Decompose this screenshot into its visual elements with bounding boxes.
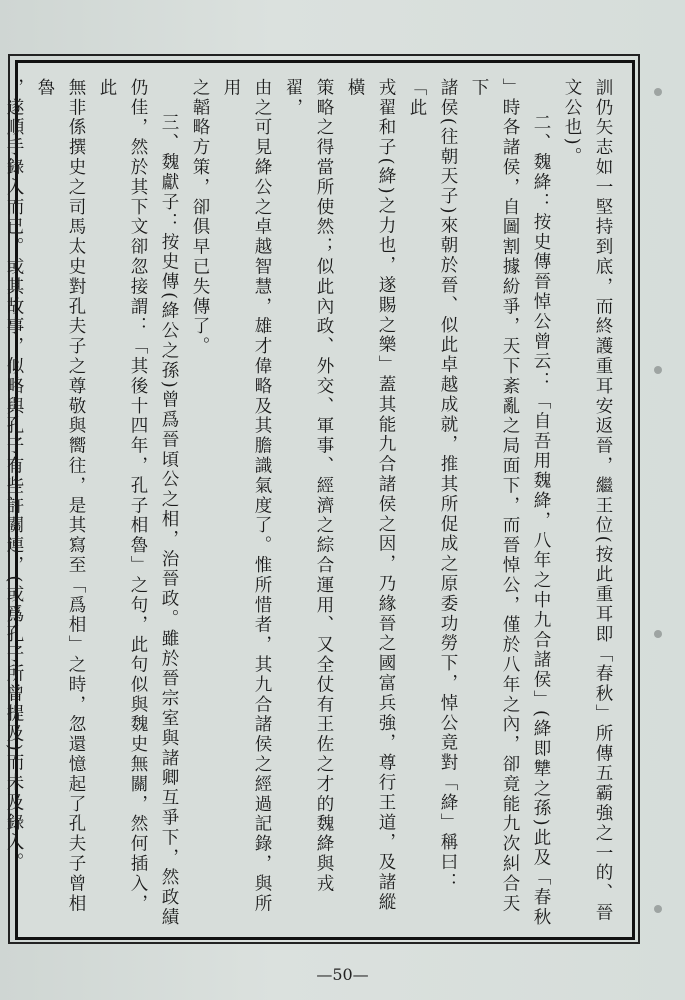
text-line: 文公也)。 — [562, 78, 582, 167]
text-line: ，遂順手錄入而已。或其故事，似略與孔子有些許關連，(或爲孔子所曾提及)而未及錄入。 — [4, 78, 24, 873]
text-line: 仍佳，然於其下文卻忽接謂：「其後十四年，孔子相魯」之句，此句似與魏史無關，然何插入，此 — [97, 78, 148, 914]
text-line: 之韜略方策，卻俱早已失傳了。 — [190, 78, 210, 357]
binding-hole-dot — [654, 630, 662, 638]
page-number: —50— — [316, 965, 369, 984]
text-line: 三、魏獻子：按史傳(絳公之孫)曾爲晉頃公之相，治晉政。雖於晉宗室與諸卿互爭下，然政績 — [159, 113, 179, 928]
binding-hole-dot — [654, 366, 662, 374]
text-line: 訓仍矢志如一堅持到底，而終護重耳安返晉，繼王位(按此重耳即「春秋」所傳五霸強之一的、晉 — [593, 78, 613, 924]
text-line: 」時各諸侯，自圖割據紛爭，天下紊亂之局面下，而晉悼公，僅於八年之內，卻竟能九次糾合天下 — [469, 78, 520, 914]
text-line: 二、魏絳：按史傳晉悼公曾云：「自吾用魏絳，八年之中九合諸侯」(絳即犨之孫)此及「春秋 — [531, 113, 551, 928]
text-line: 戎翟和子(絳)之力也，遂賜之樂」蓋其能九合諸侯之因，乃緣晉之國富兵強，尊行王道，及諸縱橫 — [345, 78, 396, 913]
body-text — [4, 78, 618, 928]
binding-hole-dot — [654, 905, 662, 913]
text-line: 策略之得當所使然；似此內政、外交、軍事、經濟之綜合運用、又全仗有王佐之才的魏絳與戎翟， — [283, 78, 334, 894]
binding-hole-dot — [654, 88, 662, 96]
text-line: 無非係撰史之司馬太史對孔夫子之尊敬與嚮往，是其寫至「爲相」之時，忽還憶起了孔夫子曾相魯 — [35, 78, 86, 914]
text-line: 由之可見絳公之卓越智慧，雄才偉略及其膽識氣度了。惟所惜者，其九合諸侯之經過記錄，與所用 — [221, 78, 272, 914]
text-line: 諸侯(往朝天子)來朝於晉、似此卓越成就，推其所促成之原委功勞下，悼公竟對「絳」稱曰：「此 — [407, 78, 458, 893]
